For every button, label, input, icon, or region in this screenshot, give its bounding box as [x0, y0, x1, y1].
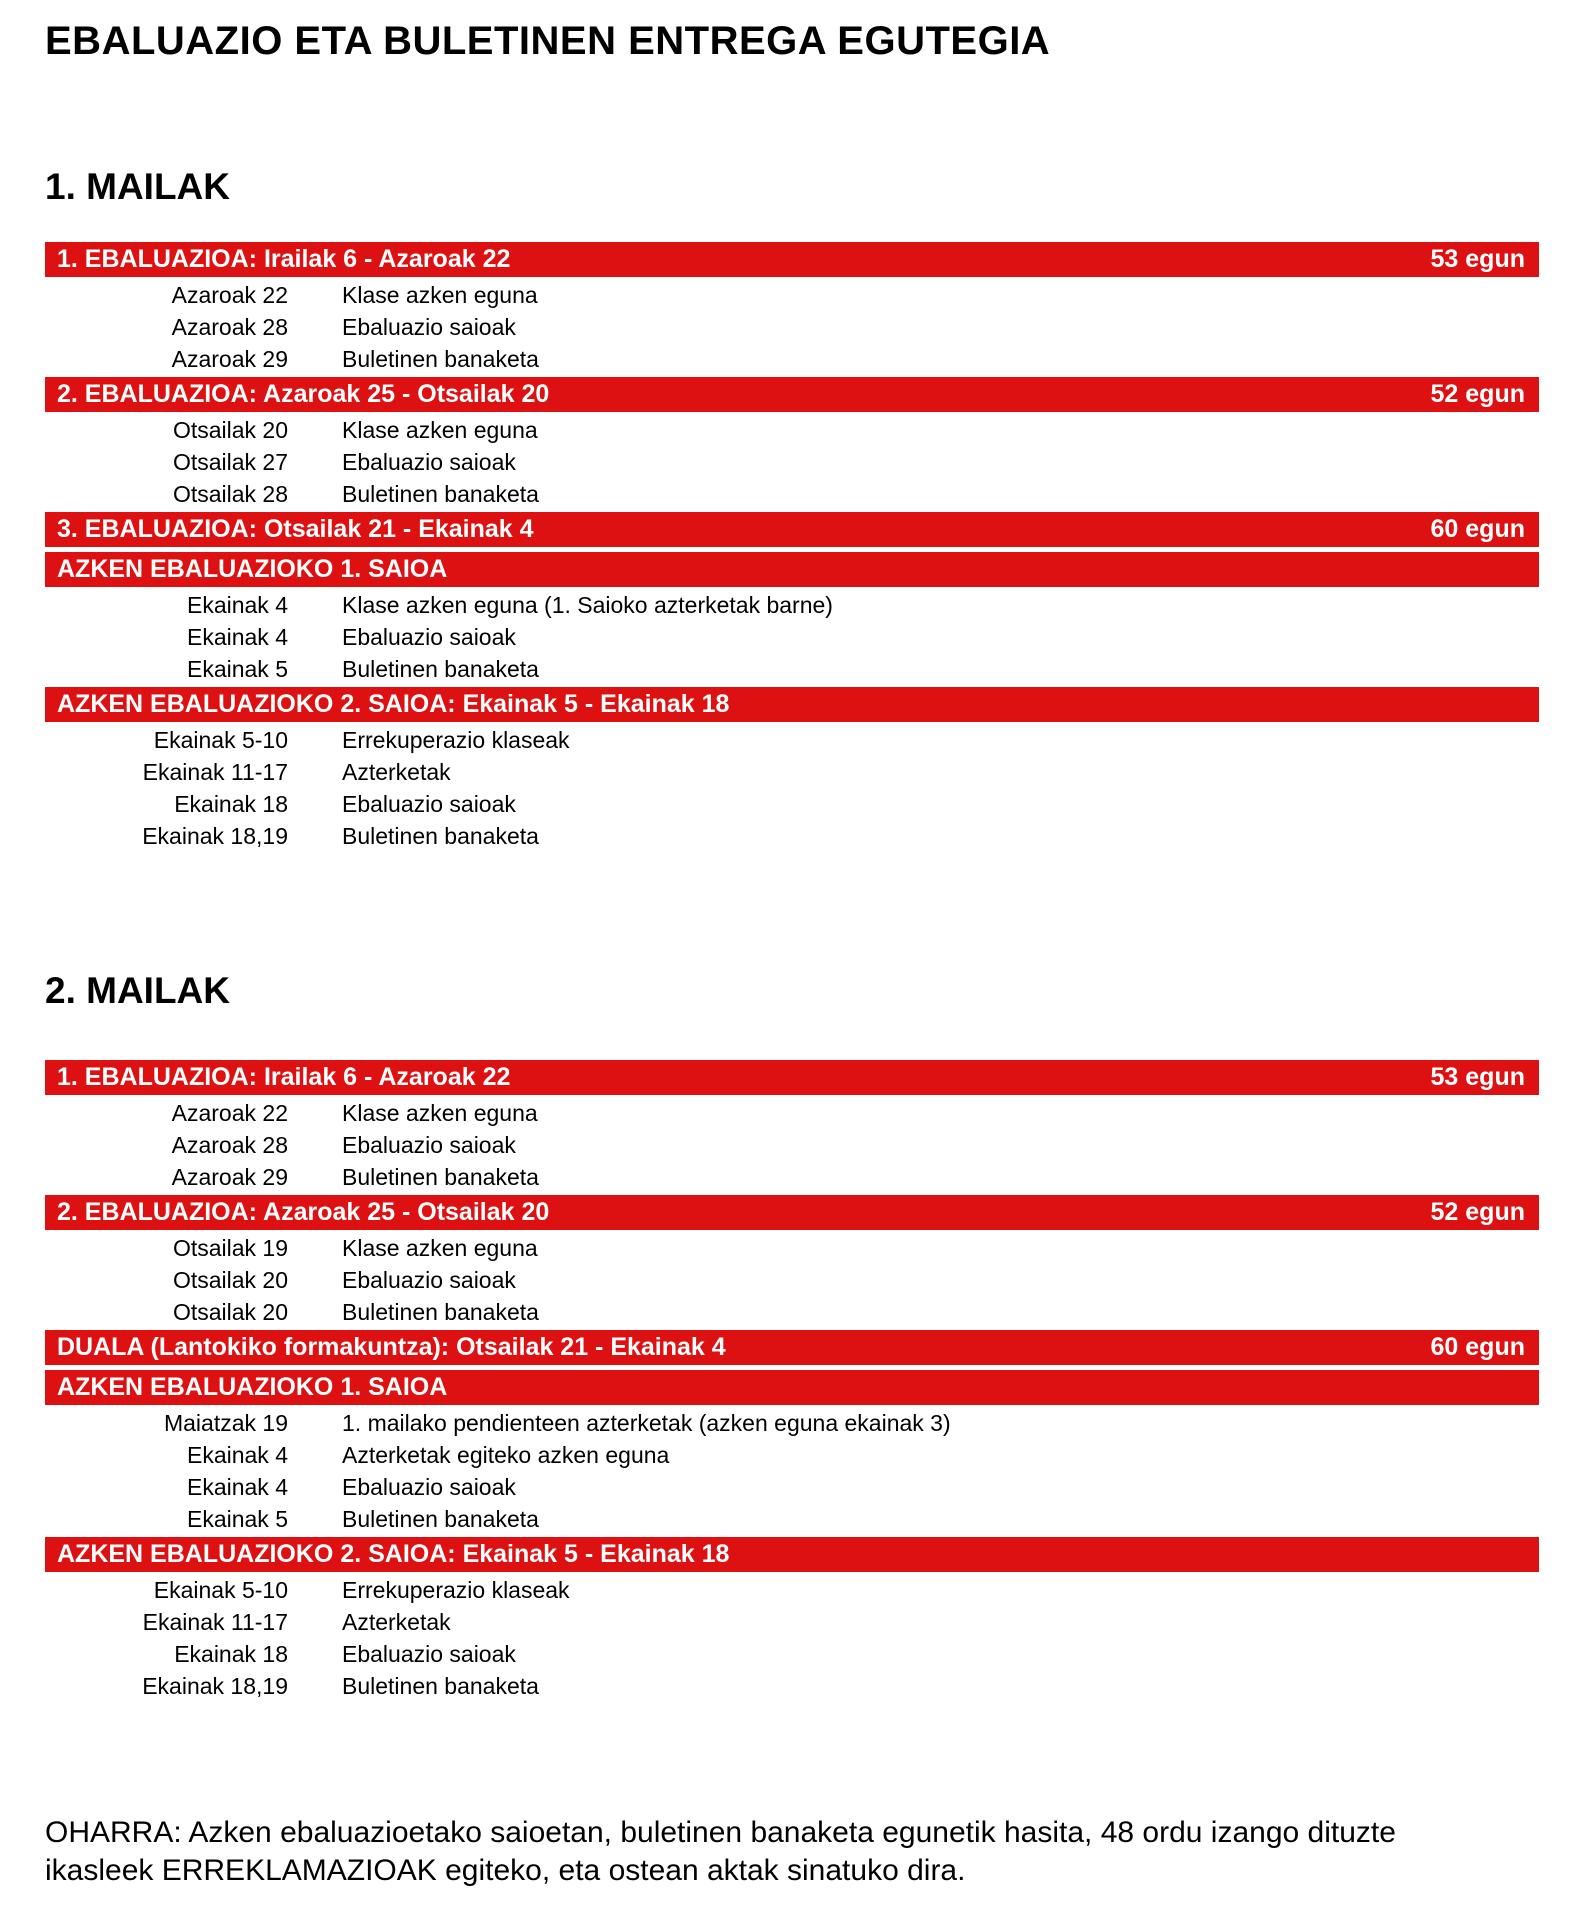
row-date: Maiatzak 19	[163, 1410, 288, 1436]
row-description: Buletinen banaketa	[342, 656, 539, 682]
row-date: Ekainak 4	[186, 592, 288, 618]
row-date: Otsailak 20	[172, 1299, 288, 1325]
evaluation-bar	[45, 1537, 1539, 1572]
schedule-row	[45, 311, 1539, 343]
schedule-row	[45, 589, 1539, 621]
schedule-row	[45, 1638, 1539, 1670]
schedule-row	[45, 414, 1539, 446]
schedule-row	[45, 1129, 1539, 1161]
row-date: Ekainak 4	[186, 1442, 288, 1468]
evaluation-group	[45, 377, 1539, 512]
schedule-row	[45, 1264, 1539, 1296]
schedule-row	[45, 1097, 1539, 1129]
bar-label: 2. EBALUAZIOA: Azaroak 25 - Otsailak 20	[57, 380, 550, 408]
section-2-mailak	[45, 970, 1539, 1704]
bar-days-count: 52 egun	[1430, 380, 1525, 408]
evaluation-bar	[45, 512, 1539, 547]
row-description: Ebaluazio saioak	[342, 449, 516, 475]
section-1-mailak	[45, 166, 1539, 854]
row-description: Buletinen banaketa	[342, 346, 539, 372]
schedule-row	[45, 1161, 1539, 1193]
row-date: Ekainak 5-10	[153, 727, 288, 753]
schedule-row	[45, 1471, 1539, 1503]
schedule-row	[45, 279, 1539, 311]
row-description: Errekuperazio klaseak	[342, 1577, 570, 1603]
row-description: Ebaluazio saioak	[342, 1132, 516, 1158]
row-date: Ekainak 11-17	[142, 1609, 288, 1635]
evaluation-group	[45, 1195, 1539, 1330]
schedule-row	[45, 1574, 1539, 1606]
schedule-rows	[45, 722, 1539, 854]
bar-label: 3. EBALUAZIOA: Otsailak 21 - Ekainak 4	[57, 515, 534, 543]
row-description: Ebaluazio saioak	[342, 1267, 516, 1293]
row-description: Ebaluazio saioak	[342, 624, 516, 650]
schedule-row	[45, 820, 1539, 852]
row-description: Azterketak egiteko azken eguna	[342, 1442, 670, 1468]
schedule-row	[45, 1439, 1539, 1471]
bar-label: 1. EBALUAZIOA: Irailak 6 - Azaroak 22	[57, 245, 511, 273]
row-description: Klase azken eguna	[342, 417, 538, 443]
row-date: Ekainak 5	[186, 656, 288, 682]
row-date: Ekainak 18	[174, 791, 288, 817]
evaluation-bar	[45, 1195, 1539, 1230]
row-date: Ekainak 4	[186, 624, 288, 650]
schedule-rows	[45, 1572, 1539, 1704]
row-description: Buletinen banaketa	[342, 1299, 539, 1325]
row-description: Buletinen banaketa	[342, 1673, 539, 1699]
row-date: Ekainak 18,19	[142, 1673, 288, 1699]
schedule-row	[45, 1670, 1539, 1702]
evaluation-group	[45, 1060, 1539, 1195]
footer-note	[45, 1814, 1539, 1890]
schedule-row	[45, 1503, 1539, 1535]
row-date: Ekainak 18,19	[142, 823, 288, 849]
evaluation-bar	[45, 1370, 1539, 1405]
row-description: Buletinen banaketa	[342, 1506, 539, 1532]
schedule-row	[45, 756, 1539, 788]
bar-days-count: 53 egun	[1430, 245, 1525, 273]
row-description: Buletinen banaketa	[342, 823, 539, 849]
evaluation-bar	[45, 1330, 1539, 1365]
bar-label: AZKEN EBALUAZIOKO 2. SAIOA: Ekainak 5 - Ekainak 18	[57, 690, 730, 718]
row-description: Ebaluazio saioak	[342, 314, 516, 340]
evaluation-group	[45, 512, 1539, 547]
schedule-row	[45, 1407, 1539, 1439]
bar-days-count: 53 egun	[1430, 1063, 1525, 1091]
schedule-row	[45, 1232, 1539, 1264]
evaluation-bar	[45, 1060, 1539, 1095]
row-description: Buletinen banaketa	[342, 1164, 539, 1190]
bar-label: AZKEN EBALUAZIOKO 1. SAIOA	[57, 555, 448, 583]
schedule-row	[45, 621, 1539, 653]
schedule-row	[45, 343, 1539, 375]
evaluation-bar	[45, 377, 1539, 412]
bar-label: 2. EBALUAZIOA: Azaroak 25 - Otsailak 20	[57, 1198, 550, 1226]
bar-days-count: 52 egun	[1430, 1198, 1525, 1226]
row-description: Ebaluazio saioak	[342, 1474, 516, 1500]
row-date: Otsailak 19	[172, 1235, 288, 1261]
evaluation-group	[45, 242, 1539, 377]
schedule-row	[45, 724, 1539, 756]
schedule-row	[45, 1606, 1539, 1638]
row-description: Ebaluazio saioak	[342, 791, 516, 817]
row-date: Ekainak 4	[186, 1474, 288, 1500]
row-description: Klase azken eguna (1. Saioko azterketak barne)	[342, 592, 833, 618]
bar-days-count: 60 egun	[1430, 515, 1525, 543]
row-description: Klase azken eguna	[342, 1100, 538, 1126]
row-date: Otsailak 27	[172, 449, 288, 475]
evaluation-bar	[45, 687, 1539, 722]
schedule-rows	[45, 412, 1539, 512]
schedule-rows	[45, 1405, 1539, 1537]
bar-label: DUALA (Lantokiko formakuntza): Otsailak 21 - Ekainak 4	[57, 1333, 726, 1361]
row-description: Klase azken eguna	[342, 1235, 538, 1261]
row-description: Buletinen banaketa	[342, 481, 539, 507]
row-date: Azaroak 28	[171, 1132, 288, 1158]
bar-label: AZKEN EBALUAZIOKO 2. SAIOA: Ekainak 5 - Ekainak 18	[57, 1540, 730, 1568]
row-date: Ekainak 5-10	[153, 1577, 288, 1603]
row-description: Azterketak	[342, 1609, 451, 1635]
schedule-row	[45, 478, 1539, 510]
row-date: Ekainak 5	[186, 1506, 288, 1532]
evaluation-group	[45, 1330, 1539, 1365]
schedule-rows	[45, 1230, 1539, 1330]
bar-label: 1. EBALUAZIOA: Irailak 6 - Azaroak 22	[57, 1063, 511, 1091]
row-date: Azaroak 22	[171, 1100, 288, 1126]
evaluation-bar	[45, 552, 1539, 587]
evaluation-group	[45, 1370, 1539, 1537]
row-date: Azaroak 22	[171, 282, 288, 308]
evaluation-group	[45, 1537, 1539, 1704]
row-date: Azaroak 29	[171, 1164, 288, 1190]
evaluation-group	[45, 687, 1539, 854]
bar-days-count: 60 egun	[1430, 1333, 1525, 1361]
section-heading: 2. MAILAK	[45, 970, 230, 1011]
schedule-rows	[45, 277, 1539, 377]
row-description: Errekuperazio klaseak	[342, 727, 570, 753]
row-description: Klase azken eguna	[342, 282, 538, 308]
row-date: Azaroak 28	[171, 314, 288, 340]
evaluation-group	[45, 552, 1539, 687]
row-date: Otsailak 28	[172, 481, 288, 507]
row-date: Otsailak 20	[172, 417, 288, 443]
row-description: 1. mailako pendienteen azterketak (azken eguna ekainak 3)	[342, 1410, 951, 1436]
footer-note-line: ikasleek ERREKLAMAZIOAK egiteko, eta ostean aktak sinatuko dira.	[45, 1854, 966, 1887]
page-title: EBALUAZIO ETA BULETINEN ENTREGA EGUTEGIA	[45, 19, 1051, 63]
schedule-rows	[45, 587, 1539, 687]
row-description: Ebaluazio saioak	[342, 1641, 516, 1667]
row-date: Ekainak 11-17	[142, 759, 288, 785]
evaluation-bar	[45, 242, 1539, 277]
row-date: Otsailak 20	[172, 1267, 288, 1293]
row-date: Azaroak 29	[171, 346, 288, 372]
section-heading: 1. MAILAK	[45, 166, 230, 207]
schedule-row	[45, 788, 1539, 820]
schedule-rows	[45, 1095, 1539, 1195]
schedule-row	[45, 446, 1539, 478]
schedule-row	[45, 653, 1539, 685]
bar-label: AZKEN EBALUAZIOKO 1. SAIOA	[57, 1373, 448, 1401]
row-date: Ekainak 18	[174, 1641, 288, 1667]
schedule-row	[45, 1296, 1539, 1328]
footer-note-line: OHARRA: Azken ebaluazioetako saioetan, buletinen banaketa egunetik hasita, 48 ordu izango dituzte	[45, 1816, 1396, 1849]
row-description: Azterketak	[342, 759, 451, 785]
